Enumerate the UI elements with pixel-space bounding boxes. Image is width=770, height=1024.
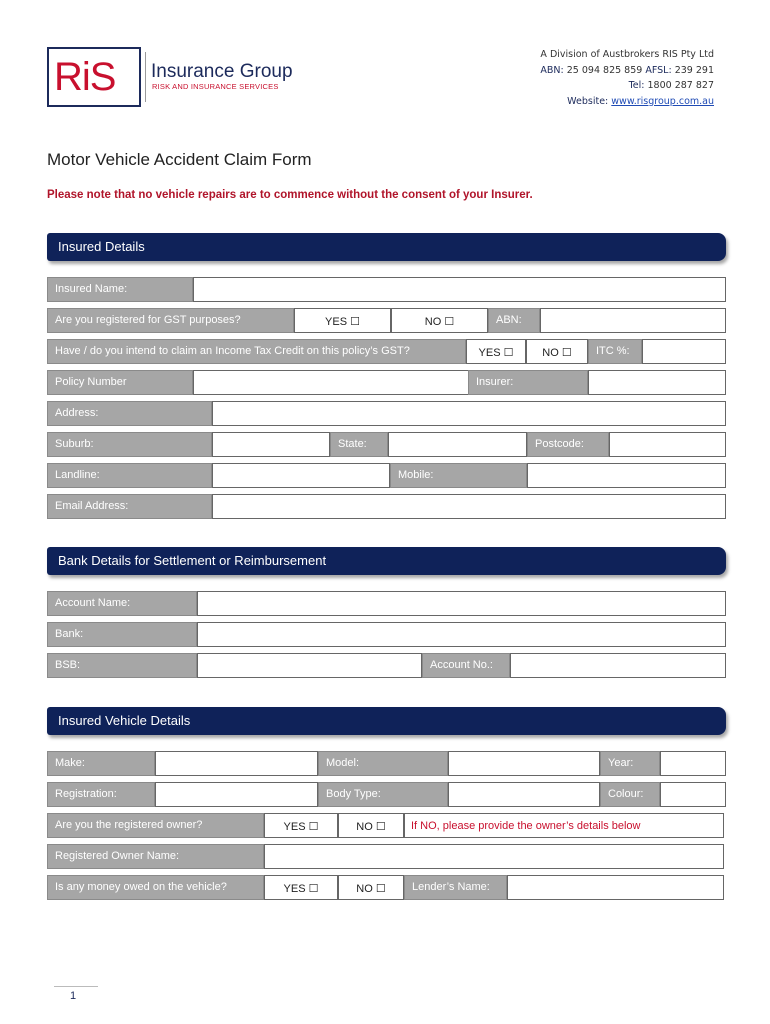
logo-mark: RiS	[54, 55, 116, 99]
gst-yes-checkbox[interactable]: YES ☐	[294, 308, 391, 333]
row-itc	[47, 339, 726, 364]
bank-label: Bank:	[47, 622, 197, 647]
abn-field[interactable]	[540, 308, 726, 333]
insured-name-label: Insured Name:	[47, 277, 193, 302]
company-tel: Tel: 1800 287 827	[628, 80, 714, 91]
itc-yes-checkbox[interactable]: YES ☐	[466, 339, 526, 364]
colour-label: Colour:	[600, 782, 660, 807]
account-number-label: Account No.:	[422, 653, 510, 678]
owed-no-checkbox[interactable]: NO ☐	[338, 875, 404, 900]
owner-name-field[interactable]	[264, 844, 724, 869]
repairs-notice: Please note that no vehicle repairs are to commence without the consent of your Insurer.	[47, 189, 533, 201]
model-field[interactable]	[448, 751, 600, 776]
itc-question-label: Have / do you intend to claim an Income Tax Credit on this policy’s GST?	[47, 339, 466, 364]
mobile-field[interactable]	[527, 463, 726, 488]
owner-name-label: Registered Owner Name:	[47, 844, 264, 869]
colour-field[interactable]	[660, 782, 726, 807]
row-money-owed	[47, 875, 726, 900]
row-registered-owner	[47, 813, 726, 838]
landline-field[interactable]	[212, 463, 390, 488]
make-label: Make:	[47, 751, 155, 776]
bank-field[interactable]	[197, 622, 726, 647]
row-email	[47, 494, 726, 519]
address-label: Address:	[47, 401, 212, 426]
logo-divider	[145, 52, 146, 102]
policy-number-label: Policy Number	[47, 370, 193, 395]
row-policy	[47, 370, 726, 395]
lender-name-field[interactable]	[507, 875, 724, 900]
make-field[interactable]	[155, 751, 318, 776]
owner-no-checkbox[interactable]: NO ☐	[338, 813, 404, 838]
logo-tagline: RISK AND INSURANCE SERVICES	[152, 82, 279, 91]
row-make	[47, 751, 726, 776]
company-details	[540, 47, 714, 109]
gst-no-checkbox[interactable]: NO ☐	[391, 308, 488, 333]
row-insured-name	[47, 277, 726, 302]
itc-percent-field[interactable]	[642, 339, 726, 364]
owner-details-note: If NO, please provide the owner’s details below	[404, 813, 724, 838]
page-number: 1	[70, 990, 77, 1002]
lender-name-label: Lender’s Name:	[404, 875, 507, 900]
model-label: Model:	[318, 751, 448, 776]
row-account-name	[47, 591, 726, 616]
page-title: Motor Vehicle Accident Claim Form	[47, 150, 312, 169]
body-type-label: Body Type:	[318, 782, 448, 807]
suburb-field[interactable]	[212, 432, 330, 457]
email-field[interactable]	[212, 494, 726, 519]
abn-label: ABN:	[488, 308, 540, 333]
gst-label: Are you registered for GST purposes?	[47, 308, 294, 333]
insurer-field[interactable]	[588, 370, 726, 395]
landline-label: Landline:	[47, 463, 212, 488]
account-number-field[interactable]	[510, 653, 726, 678]
state-field[interactable]	[388, 432, 527, 457]
year-field[interactable]	[660, 751, 726, 776]
insurer-label: Insurer:	[468, 370, 588, 395]
mobile-label: Mobile:	[390, 463, 527, 488]
policy-number-field[interactable]	[193, 370, 514, 395]
footer-rule	[54, 986, 98, 987]
money-owed-label: Is any money owed on the vehicle?	[47, 875, 264, 900]
row-phone	[47, 463, 726, 488]
email-label: Email Address:	[47, 494, 212, 519]
row-gst	[47, 308, 726, 333]
registration-label: Registration:	[47, 782, 155, 807]
row-bank	[47, 622, 726, 647]
bsb-label: BSB:	[47, 653, 197, 678]
year-label: Year:	[600, 751, 660, 776]
itc-percent-label: ITC %:	[588, 339, 642, 364]
row-suburb	[47, 432, 726, 457]
address-field[interactable]	[212, 401, 726, 426]
postcode-field[interactable]	[609, 432, 726, 457]
postcode-label: Postcode:	[527, 432, 609, 457]
company-division: A Division of Austbrokers RIS Pty Ltd	[540, 49, 714, 60]
row-registration	[47, 782, 726, 807]
owed-yes-checkbox[interactable]: YES ☐	[264, 875, 338, 900]
row-owner-name	[47, 844, 726, 869]
registration-field[interactable]	[155, 782, 318, 807]
account-name-label: Account Name:	[47, 591, 197, 616]
body-type-field[interactable]	[448, 782, 600, 807]
company-website: Website: www.risgroup.com.au	[567, 95, 714, 107]
section-insured-details: Insured Details	[47, 233, 726, 261]
row-address	[47, 401, 726, 426]
insured-name-field[interactable]	[193, 277, 726, 302]
registered-owner-label: Are you the registered owner?	[47, 813, 264, 838]
owner-yes-checkbox[interactable]: YES ☐	[264, 813, 338, 838]
row-bsb	[47, 653, 726, 678]
bsb-field[interactable]	[197, 653, 422, 678]
state-label: State:	[330, 432, 388, 457]
logo-name: Insurance Group	[151, 61, 293, 82]
account-name-field[interactable]	[197, 591, 726, 616]
suburb-label: Suburb:	[47, 432, 212, 457]
section-bank-details: Bank Details for Settlement or Reimbursement	[47, 547, 726, 575]
itc-no-checkbox[interactable]: NO ☐	[526, 339, 588, 364]
section-vehicle-details: Insured Vehicle Details	[47, 707, 726, 735]
company-abn-afsl: ABN: 25 094 825 859 AFSL: 239 291	[540, 64, 714, 76]
website-link[interactable]: www.risgroup.com.au	[611, 95, 714, 107]
